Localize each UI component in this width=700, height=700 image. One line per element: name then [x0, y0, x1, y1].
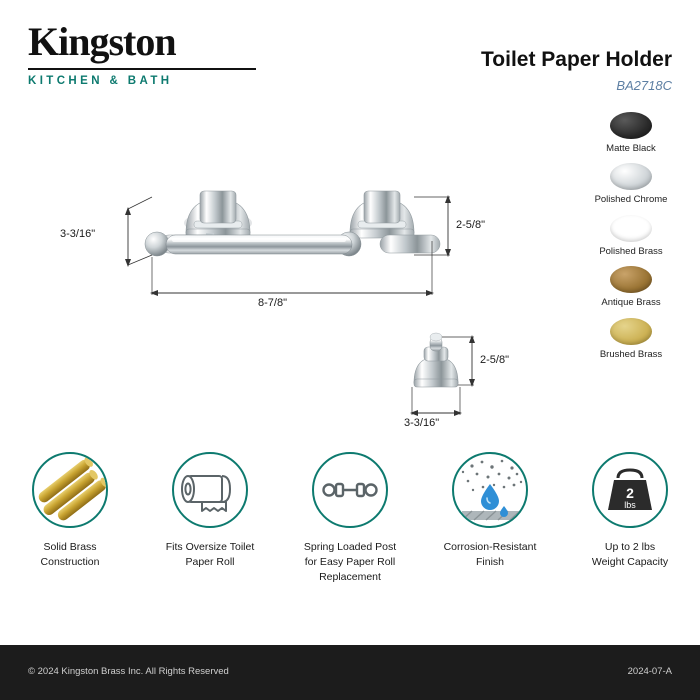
finish-option-matte-black[interactable] — [576, 112, 686, 154]
feature-oversize-roll — [151, 452, 269, 570]
product-dimension-diagram — [0, 125, 560, 445]
feature-caption-line1: Fits Oversize Toilet — [165, 541, 255, 553]
swatch-matte-black — [610, 112, 652, 139]
feature-caption — [571, 540, 689, 570]
feature-caption-line2: Finish — [475, 556, 504, 569]
feature-caption-line1: Corrosion-Resistant — [443, 541, 537, 553]
dimension-width-label: 8-7/8" — [258, 297, 287, 309]
feature-list — [0, 452, 700, 586]
dimension-post-depth-label: 3-3/16" — [404, 417, 440, 429]
diagram-svg — [0, 125, 560, 445]
finish-option-polished-brass[interactable] — [576, 215, 686, 257]
svg-text:2: 2 — [626, 485, 634, 501]
finish-label: Brushed Brass — [599, 348, 663, 360]
dimension-post-height-label: 2-5/8" — [480, 354, 509, 366]
finish-option-brushed-brass[interactable] — [576, 318, 686, 360]
brand-logo — [28, 19, 268, 87]
swatch-antique-brass — [610, 266, 652, 293]
page-footer — [0, 645, 700, 700]
page-header — [0, 0, 700, 110]
feature-caption — [11, 540, 129, 570]
feature-caption-line2: Paper Roll — [185, 556, 235, 569]
feature-spring-loaded-post — [291, 452, 409, 586]
feature-caption-line1: Spring Loaded Post — [303, 541, 397, 553]
finish-label: Antique Brass — [601, 297, 661, 309]
copyright-text: © 2024 Kingston Brass Inc. All Rights Reserved — [28, 666, 229, 677]
toilet-paper-roll-icon — [172, 452, 248, 528]
feature-caption-line1: Up to 2 lbs — [604, 541, 656, 553]
finish-label: Polished Chrome — [594, 194, 668, 206]
feature-caption — [151, 540, 269, 570]
feature-weight-capacity — [571, 452, 689, 570]
weight-icon — [592, 452, 668, 528]
feature-caption-line2: for Easy Paper Roll — [304, 556, 396, 569]
finish-option-polished-chrome[interactable] — [576, 163, 686, 205]
product-sku: BA2718C — [616, 78, 672, 93]
feature-caption-line2: Construction — [40, 556, 100, 569]
feature-corrosion-resistant — [431, 452, 549, 570]
finish-label: Matte Black — [606, 143, 656, 154]
brass-rods-icon — [32, 452, 108, 528]
feature-caption-line1: Solid Brass — [43, 541, 97, 553]
feature-caption — [291, 540, 409, 586]
brand-name: Kingston — [28, 19, 176, 64]
spring-post-icon — [312, 452, 388, 528]
finish-swatch-list — [576, 112, 686, 369]
swatch-polished-brass — [610, 215, 652, 242]
finish-label: Polished Brass — [599, 245, 663, 257]
brand-tagline: KITCHEN & BATH — [28, 75, 173, 87]
feature-caption-line3: Replacement — [319, 571, 381, 584]
page-title: Toilet Paper Holder — [481, 48, 672, 71]
dimension-height-label: 2-5/8" — [456, 219, 485, 231]
finish-option-antique-brass[interactable] — [576, 266, 686, 308]
water-droplet-icon — [452, 452, 528, 528]
svg-text:lbs: lbs — [624, 500, 636, 510]
feature-solid-brass — [11, 452, 129, 570]
feature-caption — [431, 540, 549, 570]
swatch-polished-chrome — [610, 163, 652, 190]
dimension-depth-label: 3-3/16" — [60, 228, 96, 240]
feature-caption-line2: Weight Capacity — [591, 556, 669, 569]
document-code: 2024-07-A — [627, 666, 672, 677]
brand-divider — [28, 68, 256, 70]
swatch-brushed-brass — [610, 318, 652, 345]
